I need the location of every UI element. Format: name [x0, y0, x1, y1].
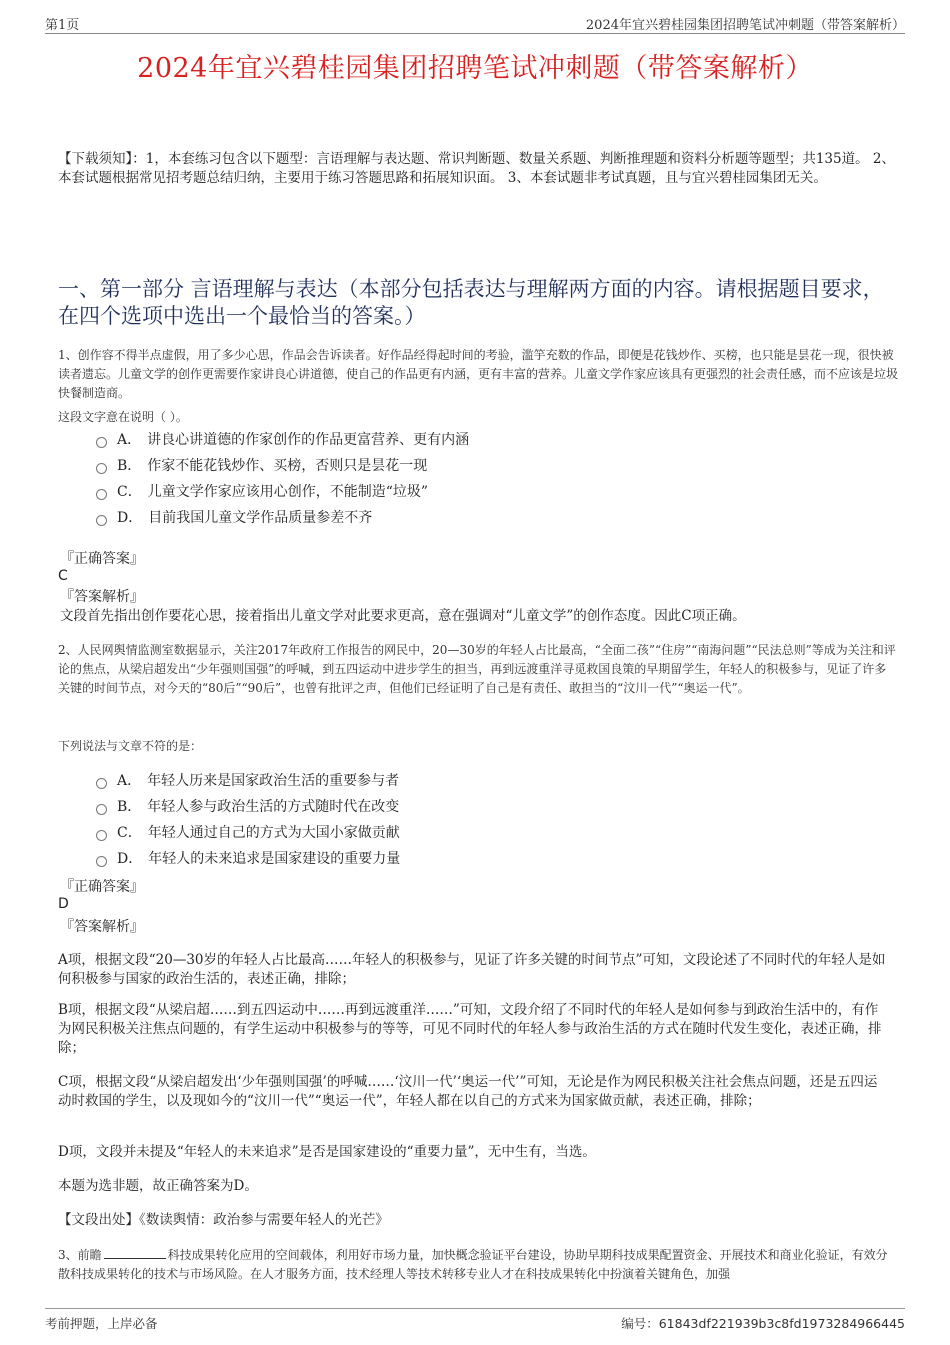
radio-icon[interactable] [96, 830, 107, 841]
option-d[interactable]: D． 年轻人的未来追求是国家建设的重要力量 [96, 845, 400, 871]
analysis-paragraph: 本题为选非题，故正确答案为D。 [58, 1178, 258, 1194]
radio-icon[interactable] [96, 463, 107, 474]
analysis-label: 『答案解析』 [60, 919, 144, 935]
question-1-text: 1、创作容不得半点虚假，用了多少心思，作品会告诉读者。好作品经得起时间的考验，滥竽充数的作品，即便是花钱炒作、买榜，也只能是昙花一现，很快被读者遗忘。儿童文学的创作更需要作家讲良心讲道德，使自己的作品更有内涵，更有丰富的营养。儿童文学作家应该具有更强烈的社会责任感，而不应该是垃圾快餐制造商。 [58, 348, 899, 400]
radio-icon[interactable] [96, 778, 107, 789]
option-b[interactable]: B． 作家不能花钱炒作、买榜，否则只是昙花一现 [96, 452, 469, 478]
fill-blank [104, 1246, 166, 1259]
section-heading: 一、第一部分 言语理解与表达（本部分包括表达与理解两方面的内容。请根据题目要求，在四个选项中选出一个最恰当的答案。） [58, 277, 884, 328]
option-a[interactable]: A． 年轻人历来是国家政治生活的重要参与者 [96, 767, 400, 793]
download-notice: 【下载须知】：1，本套练习包含以下题型：言语理解与表达题、常识判断题、数量关系题、判断推理题和资料分析题等题型；共135道。 2、本套试题根据常见招考题总结归纳，主要用于练习答题思路和拓展知识面。 3、本套试题非考试真题，且与宜兴碧桂园集团无关。 [58, 151, 895, 186]
answer-value: C [58, 568, 68, 584]
footer-slogan: 考前押题，上岸必备 [45, 1316, 158, 1331]
radio-icon[interactable] [96, 489, 107, 500]
answer-label: 『正确答案』 [60, 879, 144, 895]
answer-label: 『正确答案』 [60, 551, 144, 567]
footer-divider [45, 1308, 905, 1309]
analysis-paragraph: C项，根据文段“从梁启超发出‘少年强则国强’的呼喊……‘汶川一代’‘奥运一代’”可知，无论是作为网民积极关注社会焦点问题，还是五四运动时救国的学生，以及现如今的“汶川一代”“奥运一代”，年轻人都在以自己的方式来为国家做贡献，表述正确，排除； [58, 1074, 878, 1109]
source-citation: 【文段出处】《数读舆情：政治参与需要年轻人的光芒》 [58, 1212, 389, 1228]
analysis-label: 『答案解析』 [60, 589, 144, 605]
analysis-text: 文段首先指出创作要花心思，接着指出儿童文学对此要求更高，意在强调对“儿童文学”的创作态度。因此C项正确。 [60, 608, 746, 624]
radio-icon[interactable] [96, 804, 107, 815]
question-2-options [96, 767, 400, 871]
question-1-options [96, 426, 469, 530]
question-2-prompt: 下列说法与文章不符的是： [58, 739, 203, 753]
option-c[interactable]: C． 年轻人通过自己的方式为大国小家做贡献 [96, 819, 400, 845]
option-d[interactable]: D． 目前我国儿童文学作品质量参差不齐 [96, 504, 469, 530]
page-number: 第1页 [45, 18, 80, 33]
page-title: 2024年宜兴碧桂园集团招聘笔试冲刺题（带答案解析） [137, 53, 813, 84]
answer-value: D [58, 896, 69, 912]
question-3-text: 3、前瞻 科技成果转化应用的空间载体，利用好市场力量，加快概念验证平台建设，协助早期科技成果配置资金、开展技术和商业化验证，有效分散科技成果转化的技术与市场风险。在人才服务方面，技术经理人等技术转移专业人才在科技成果转化中扮演着关键角色，加强 [58, 1248, 888, 1281]
question-1-prompt: 这段文字意在说明（ ）。 [58, 410, 188, 424]
footer-code: 编号：61843df221939b3c8fd1973284966445 [621, 1316, 905, 1331]
question-2-text: 2、人民网舆情监测室数据显示，关注2017年政府工作报告的网民中，20—30岁的年轻人占比最高，“全面二孩”“住房”“南海问题”“民法总则”等成为关注和评论的焦点，从梁启超发出“少年强则国强”的呼喊，到五四运动中进步学生的担当，再到远渡重洋寻觅救国良策的早期留学生，年轻人的积极参与，见证了许多关键的时间节点，对今天的“80后”“90后”，也曾有批评之声，但他们已经证明了自己是有责任、敢担当的“汶川一代”“奥运一代”。 [58, 643, 896, 695]
header-doc-title: 2024年宜兴碧桂园集团招聘笔试冲刺题（带答案解析） [585, 18, 905, 33]
option-b[interactable]: B． 年轻人参与政治生活的方式随时代在改变 [96, 793, 400, 819]
radio-icon[interactable] [96, 515, 107, 526]
analysis-paragraph: A项，根据文段“20—30岁的年轻人占比最高……年轻人的积极参与，见证了许多关键的时间节点”可知，文段论述了不同时代的年轻人是如何积极参与国家的政治生活的，表述正确，排除； [58, 952, 886, 987]
radio-icon[interactable] [96, 856, 107, 867]
analysis-paragraph: B项，根据文段“从梁启超……到五四运动中……再到远渡重洋……”可知，文段介绍了不同时代的年轻人是如何参与到政治生活中的，有作为网民积极关注焦点问题的，有学生运动中积极参与的等等，可见不同时代的年轻人参与政治生活的方式在随时代发生变化，表述正确，排除； [58, 1002, 882, 1056]
option-c[interactable]: C． 儿童文学作家应该用心创作，不能制造“垃圾” [96, 478, 469, 504]
option-a[interactable]: A． 讲良心讲道德的作家创作的作品更富营养、更有内涵 [96, 426, 469, 452]
header-divider [45, 33, 905, 34]
radio-icon[interactable] [96, 437, 107, 448]
analysis-paragraph: D项，文段并未提及“年轻人的未来追求”是否是国家建设的“重要力量”，无中生有，当选。 [58, 1144, 596, 1160]
